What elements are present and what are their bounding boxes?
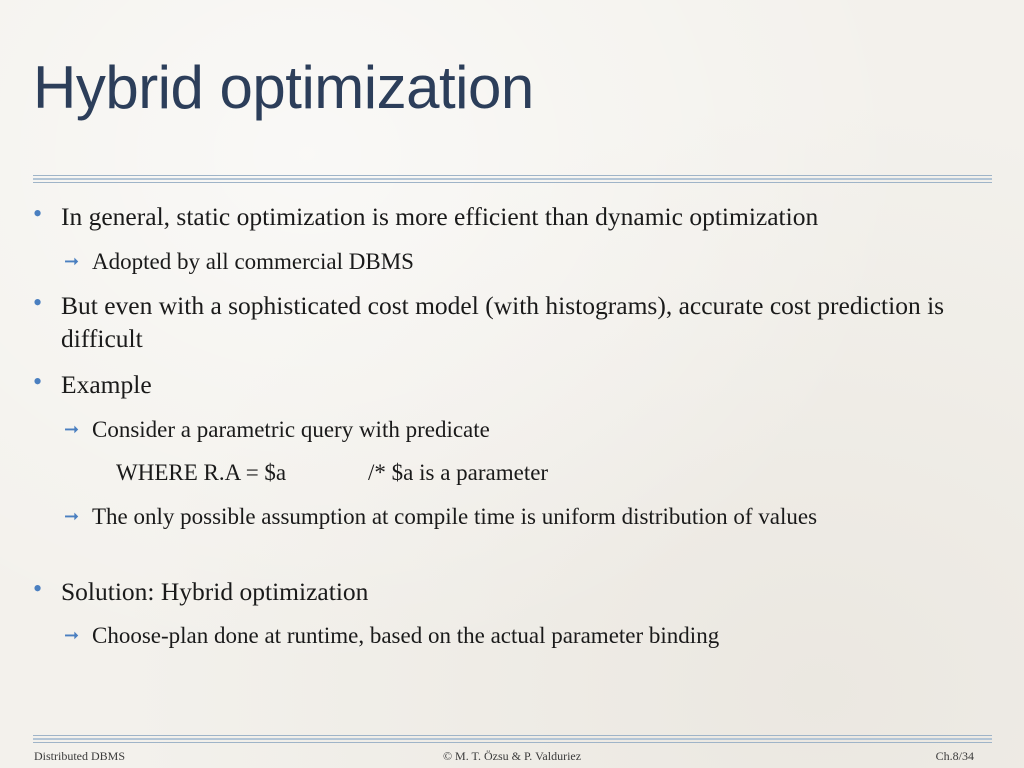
sub-bullet-text: Choose-plan done at runtime, based on the actual parameter binding	[92, 623, 720, 648]
sub-bullet-item	[64, 415, 972, 445]
arrow-right-icon: ➞	[64, 625, 80, 646]
sub-bullet-text: Adopted by all commercial DBMS	[92, 249, 414, 274]
arrow-right-icon: ➞	[64, 419, 80, 440]
sub-bullet-item	[64, 621, 972, 651]
bullet-text: In general, static optimization is more efficient than dynamic optimization	[61, 202, 819, 231]
footer-copyright: © M. T. Özsu & P. Valduriez	[442, 749, 582, 763]
bullet-dot-icon: •	[33, 288, 43, 317]
bullet-text: Solution: Hybrid optimization	[61, 577, 369, 606]
sub-bullet-item	[64, 247, 972, 277]
sub-bullet-text: Consider a parametric query with predicate	[92, 417, 490, 442]
title-divider-line	[33, 175, 992, 176]
slide-title: Hybrid optimization	[33, 54, 534, 121]
footer-page-number: Ch.8/34	[935, 749, 974, 763]
bullet-item	[33, 199, 991, 233]
title-divider-line	[33, 178, 992, 180]
bullet-text: Example	[61, 370, 152, 399]
title-divider-line	[33, 182, 992, 183]
bullet-dot-icon: •	[33, 367, 43, 396]
footer-divider-line	[33, 742, 992, 743]
bullet-item	[33, 367, 991, 401]
footer-course-name: Distributed DBMS	[34, 749, 126, 763]
footer-divider-line	[33, 735, 992, 736]
bullet-dot-icon: •	[33, 574, 43, 603]
bullet-dot-icon: •	[33, 199, 43, 228]
arrow-right-icon: ➞	[64, 506, 80, 527]
bullet-item	[33, 574, 991, 608]
bullet-text: But even with a sophisticated cost model (with histograms), accurate cost prediction is difficult	[61, 291, 945, 353]
arrow-right-icon: ➞	[64, 251, 80, 272]
query-predicate: WHERE R.A = $a	[116, 460, 287, 485]
footer-divider-line	[33, 738, 992, 740]
sub-bullet-item	[64, 502, 932, 532]
sub-bullet-text: The only possible assumption at compile time is uniform distribution of values	[92, 504, 818, 529]
bullet-item	[33, 288, 981, 355]
query-comment: /* $a is a parameter	[368, 460, 549, 485]
